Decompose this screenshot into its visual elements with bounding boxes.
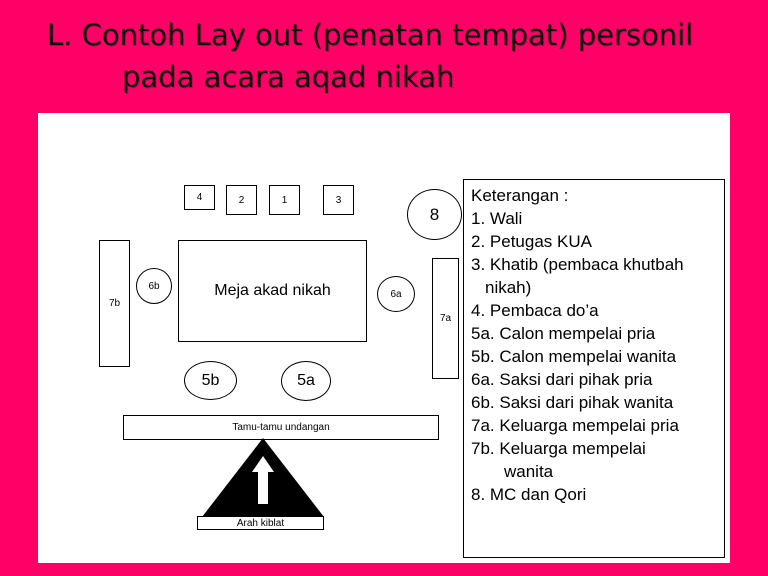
slide-title [0,0,768,110]
legend-item: 6a. Saksi dari pihak pria [471,370,653,389]
seat-2: 2 [226,185,257,215]
legend-item: 7a. Keluarga mempelai pria [471,416,679,435]
legend-item: nikah) [485,278,532,297]
seat-7a: 7a [432,258,459,379]
seat-1: 1 [269,185,300,215]
guests-area: Tamu-tamu undangan [123,415,439,440]
legend-item: wanita [504,462,554,481]
seat-4: 4 [184,185,215,210]
legend-item: 5b. Calon mempelai wanita [471,347,677,366]
seat-3: 3 [323,185,354,215]
qibla-label: Arah kiblat [197,516,324,530]
seat-7b: 7b [99,240,130,367]
seat-6a: 6a [377,276,415,312]
marriage-table: Meja akad nikah [178,240,367,342]
legend-item: 3. Khatib (pembaca khutbah [471,255,684,274]
seat-8: 8 [407,189,462,240]
seat-5b: 5b [184,361,237,400]
legend-item: 5a. Calon mempelai pria [471,324,656,343]
legend-heading: Keterangan : [471,186,569,205]
seat-6b: 6b [136,268,172,304]
legend-item: 2. Petugas KUA [471,232,592,251]
legend-item: 4. Pembaca do’a [471,301,599,320]
seat-5a: 5a [281,361,331,401]
legend-item: 8. MC dan Qori [471,485,587,504]
qibla-arrow-icon [200,438,326,520]
legend-item: 7b. Keluarga mempelai [471,439,646,458]
title-line-2: pada acara aqad nikah [122,60,455,94]
title-line-1: L. Contoh Lay out (penatan tempat) personil [47,18,694,52]
legend-item: 1. Wali [471,209,523,228]
legend-item: 6b. Saksi dari pihak wanita [471,393,674,412]
legend [463,179,725,558]
